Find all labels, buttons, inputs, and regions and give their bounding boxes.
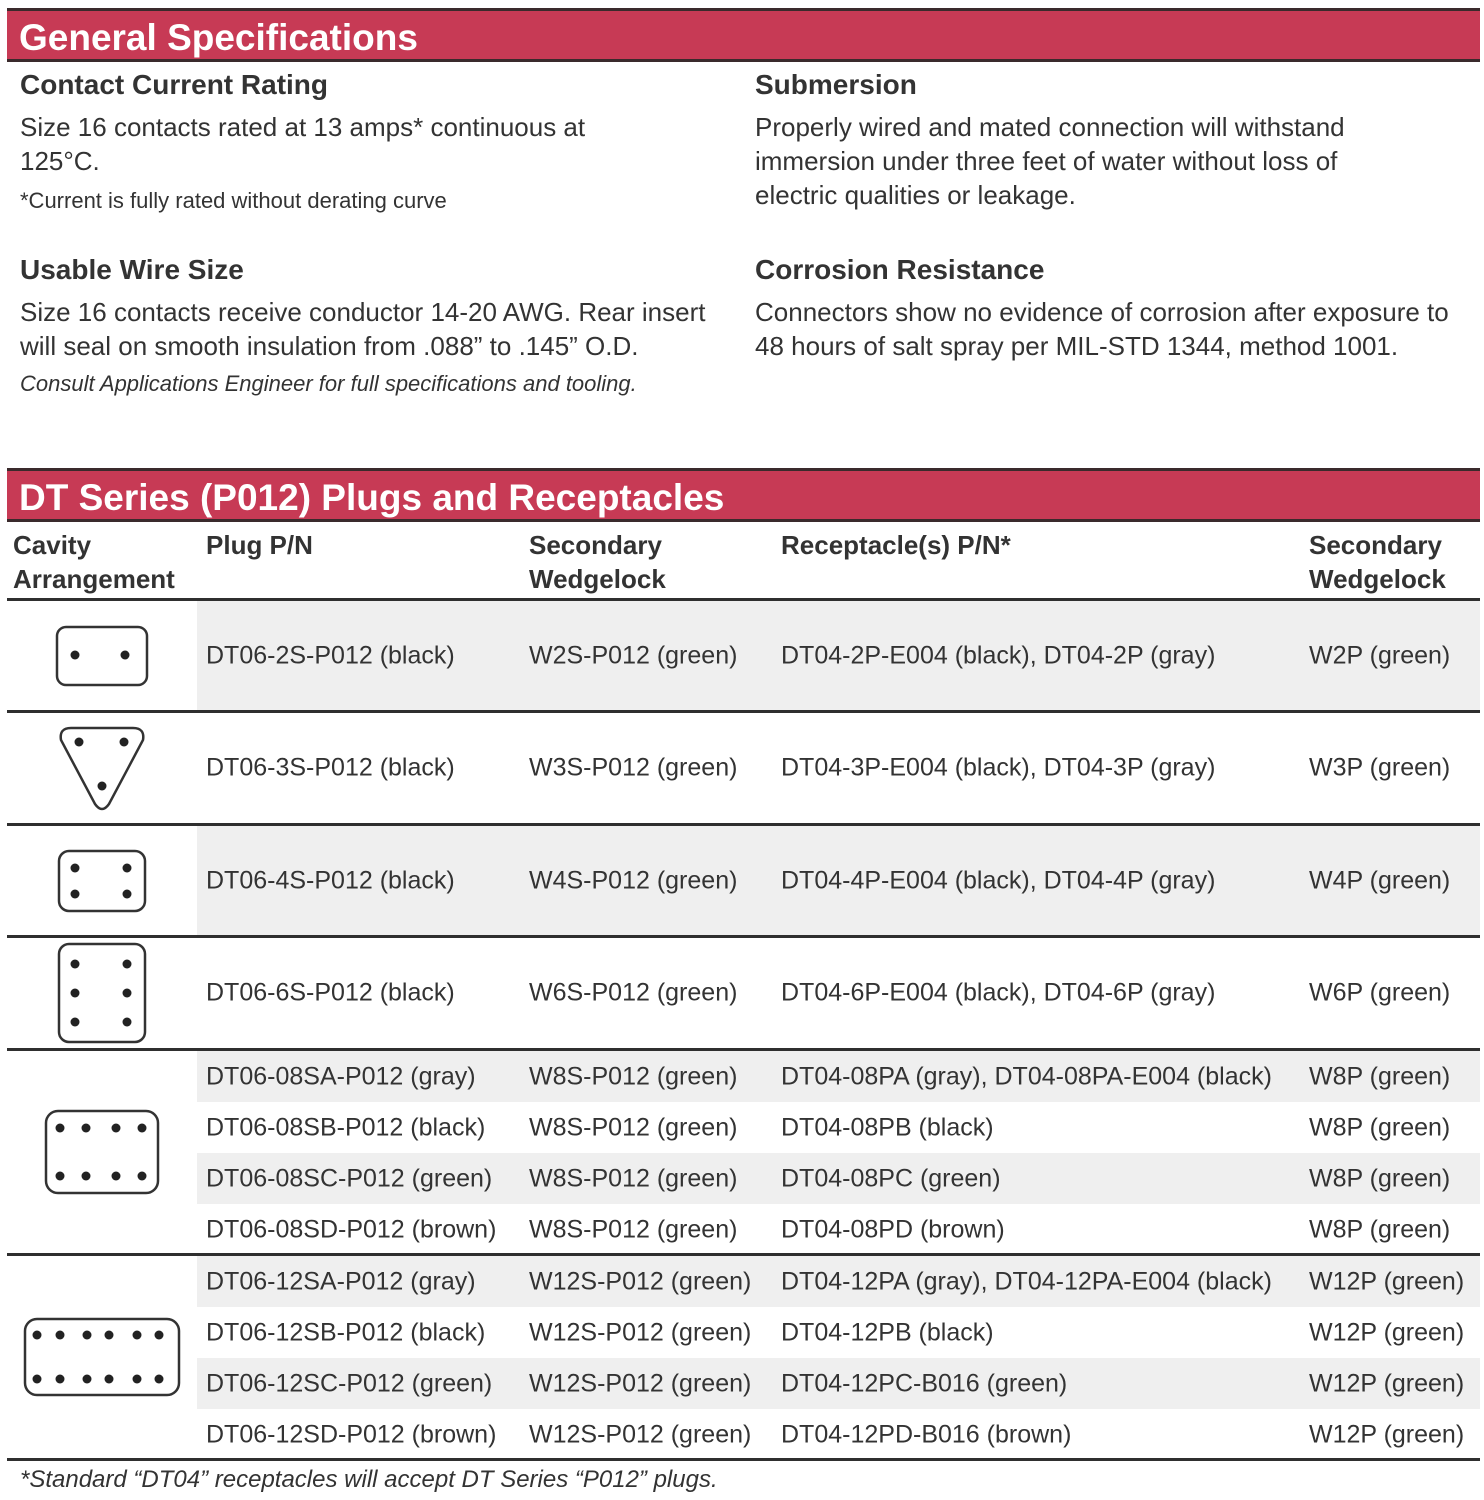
- table-row: DT06-08SD-P012 (brown) W8S-P012 (green) DT04-08PD (brown) W8P (green): [206, 1215, 1451, 1243]
- cavity-6-pin-icon: [7, 938, 197, 1048]
- section-title: DT Series (P012) Plugs and Receptacles: [19, 477, 725, 518]
- dt-series-header: [7, 468, 1480, 522]
- spec-heading: Corrosion Resistance: [755, 254, 1045, 285]
- table-row: DT06-12SB-P012 (black) W12S-P012 (green) DT04-12PB (black) W12P (green): [206, 1318, 1465, 1346]
- cavity-2-pin-icon: [7, 601, 197, 710]
- col-receptacle-pn: Receptacle(s) P/N*: [781, 530, 1011, 560]
- spec-body: Properly wired and mated connection will withstand immersion under three feet of water without loss of electric qualities or leakage.: [755, 112, 1345, 210]
- cavity-12-pin-icon: [7, 1256, 197, 1458]
- table-group-8-pin: [7, 1051, 1480, 1256]
- spec-body: Size 16 contacts receive conductor 14-20 AWG. Rear insert will seal on smooth insulation from .088” to .145” O.D.: [20, 297, 706, 361]
- table-group-12-pin: [7, 1256, 1480, 1461]
- table-row: DT06-08SC-P012 (green) W8S-P012 (green) DT04-08PC (green) W8P (green): [197, 1153, 1480, 1204]
- spec-note: *Current is fully rated without derating curve: [20, 188, 447, 213]
- col-secondary-wedgelock: Secondary Wedgelock: [529, 530, 666, 594]
- table-row: DT06-4S-P012 (black) W4S-P012 (green) DT04-4P-E004 (black), DT04-4P (gray) W4P (green): [197, 826, 1480, 935]
- table-row: DT06-08SA-P012 (gray) W8S-P012 (green) DT04-08PA (gray), DT04-08PA-E004 (black) W8P (green): [197, 1051, 1480, 1102]
- table-row: DT06-6S-P012 (black) W6S-P012 (green) DT04-6P-E004 (black), DT04-6P (gray) W6P (green): [206, 978, 1451, 1006]
- spec-heading: Submersion: [755, 69, 917, 100]
- table-row: DT06-12SC-P012 (green) W12S-P012 (green) DT04-12PC-B016 (green) W12P (green): [197, 1358, 1480, 1409]
- table-footnote: *Standard “DT04” receptacles will accept DT Series “P012” plugs.: [20, 1466, 718, 1493]
- spec-submersion: [755, 68, 1455, 212]
- cavity-8-pin-icon: [7, 1051, 197, 1253]
- general-specifications-header: [7, 8, 1480, 62]
- table-row: DT06-12SD-P012 (brown) W12S-P012 (green) DT04-12PD-B016 (brown) W12P (green): [206, 1420, 1465, 1448]
- table-row: DT06-08SB-P012 (black) W8S-P012 (green) DT04-08PB (black) W8P (green): [206, 1113, 1451, 1141]
- spec-heading: Usable Wire Size: [20, 254, 244, 285]
- table-row: DT06-3S-P012 (black) W3S-P012 (green) DT04-3P-E004 (black), DT04-3P (gray) W3P (green): [206, 753, 1451, 781]
- table-row: DT06-2S-P012 (black) W2S-P012 (green) DT04-2P-E004 (black), DT04-2P (gray) W2P (green): [197, 601, 1480, 710]
- table-header: [7, 526, 1480, 601]
- col-secondary-wedgelock-2: Secondary Wedgelock: [1309, 530, 1446, 594]
- table-group-6-pin: [7, 938, 1480, 1051]
- col-cavity-arrangement: Cavity Arrangement: [13, 530, 175, 594]
- table-group-3-pin: [7, 713, 1480, 826]
- spec-usable-wire-size: [20, 253, 720, 399]
- spec-body: Size 16 contacts rated at 13 amps* continuous at 125°C.: [20, 112, 586, 176]
- cavity-4-pin-icon: [7, 826, 197, 935]
- spec-heading: Contact Current Rating: [20, 69, 328, 100]
- cavity-3-pin-icon: [7, 713, 197, 823]
- spec-contact-current-rating: [20, 68, 720, 216]
- table-row: DT06-12SA-P012 (gray) W12S-P012 (green) DT04-12PA (gray), DT04-12PA-E004 (black) W12P (green): [197, 1256, 1480, 1307]
- spec-corrosion-resistance: [755, 253, 1455, 363]
- table-group-4-pin: [7, 826, 1480, 938]
- table-group-2-pin: [7, 601, 1480, 713]
- spec-note: Consult Applications Engineer for full specifications and tooling.: [20, 371, 637, 396]
- section-title: General Specifications: [19, 17, 418, 58]
- spec-body: Connectors show no evidence of corrosion after exposure to 48 hours of salt spray per MIL-STD 1344, method 1001.: [755, 297, 1449, 361]
- col-plug-pn: Plug P/N: [206, 530, 313, 560]
